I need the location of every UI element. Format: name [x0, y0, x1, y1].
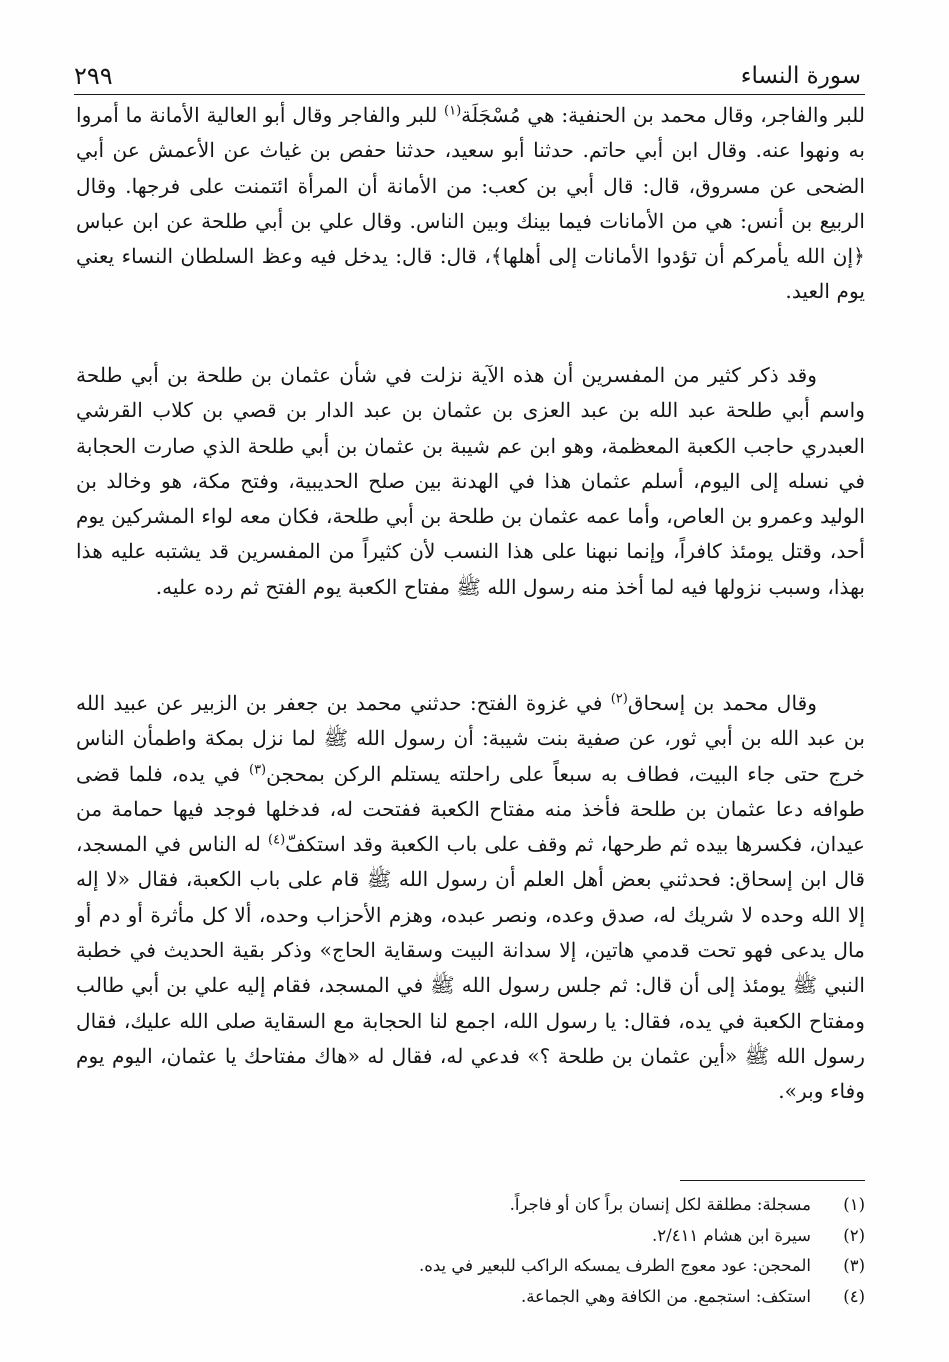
page-header: [74, 56, 861, 90]
footnote-number: (٢): [843, 1225, 865, 1245]
paragraph-3-text-b: في غزوة الفتح: حدثني محمد بن جعفر بن الزبير عن عبيد الله بن عبد الله بن أبي ثور، عن صفية بنت شيبة: أن رسول الله ﷺ لما نزل بمكة واطمأن الناس خرج حتى جاء البيت، فطاف به سبعاً على راحلته يستلم الركن بمحجن: [76, 691, 866, 786]
paragraph-3-text-d: له الناس في المسجد، قال ابن إسحاق: فحدثني بعض أهل العلم أن رسول الله ﷺ قام على باب الكعبة، فقال «لا إله إلا الله وحده لا شريك له، صدق وعده، ونصر عبده، وهزم الأحزاب وحده، ألا كل مأثرة أو دم أو مال يدعى فهو تحت قدمي هاتين، إلا سدانة البيت وسقاية الحاج» وذكر بقية الحديث في خطبة النبي ﷺ يومئذ إلى أن قال: ثم جلس رسول الله ﷺ في المسجد، فقام إليه علي بن أبي طالب ومفتاح الكعبة في يده، فقال: يا رسول الله، اجمع لنا الحجابة مع السقاية صلى الله عليك، فقال رسول الله ﷺ «أين عثمان بن طلحة ؟» فدعي له، فقال له «هاك مفتاحك يا عثمان، اليوم يوم وفاء وبر».: [76, 832, 865, 1104]
paragraph-2-text: وقد ذكر كثير من المفسرين أن هذه الآية نزلت في شأن عثمان بن طلحة بن أبي طلحة واسم أبي طلحة عبد الله بن عبد العزى بن عثمان بن عبد الدار بن قصي بن كلاب القرشي العبدري حاجب الكعبة المعظمة، وهو ابن عم شيبة بن عثمان بن أبي طلحة الذي صارت الحجابة في نسله إلى اليوم، أسلم عثمان هذا في الهدنة بين صلح الحديبية، وفتح مكة، هو وخالد بن الوليد وعمرو بن العاص، وأما عمه عثمان بن طلحة بن أبي طلحة، فكان معه لواء المشركين يوم أحد، وقتل يومئذ كافراً، وإنما نبهنا على هذا النسب لأن كثيراً من المفسرين قد يشتبه عليه هذا بهذا، وسبب نزولها فيه لما أخذ منه رسول الله ﷺ مفتاح الكعبة يوم الفتح ثم رده عليه.: [76, 363, 865, 599]
footnotes: [200, 1190, 865, 1312]
page-number: ٢٩٩: [74, 62, 113, 90]
paragraph-1-text-a: للبر والفاجر، وقال محمد بن الحنفية: هي مُسْجَلَة: [461, 103, 865, 127]
footnote-2: [200, 1221, 865, 1252]
footnote-ref-2: (٢): [610, 691, 628, 707]
footnote-4: [200, 1282, 865, 1313]
footnote-text: استكف: استجمع. من الكافة وهي الجماعة.: [520, 1286, 811, 1306]
footnote-number: (٣): [843, 1256, 865, 1275]
footnote-number: (١): [843, 1195, 865, 1214]
footnote-number: (٤): [843, 1286, 865, 1306]
paragraph-1-text-b: للبر والفاجر وقال أبو العالية الأمانة ما أمروا به ونهوا عنه. وقال ابن أبي حاتم. حدثنا أبو سعيد، حدثنا حفص بن غياث عن الأعمش عن أبي الضحى عن مسروق، قال: قال أبي بن كعب: من الأمانة أن المرأة ائتمنت على فرجها. وقال الربيع بن أنس: هي من الأمانات فيما بينك وبين الناس. وقال علي بن أبي طلحة عن ابن عباس ﴿إن الله يأمركم أن تؤدوا الأمانات إلى أهلها﴾، قال: قال: يدخل فيه وعظ السلطان النساء يعني يوم العيد.: [76, 103, 865, 304]
footnote-ref-4: (٤): [268, 832, 286, 848]
header-rule: [74, 94, 865, 95]
footnote-3: [200, 1251, 865, 1282]
paragraph-3-text-a: وقال محمد بن إسحاق: [627, 691, 817, 715]
paragraph-3: [76, 686, 865, 1110]
footnote-text: مسجلة: مطلقة لكل إنسان براً كان أو فاجراً.: [509, 1195, 811, 1214]
footnote-1: [200, 1190, 865, 1221]
paragraph-2: [76, 358, 865, 605]
footnote-text: سيرة ابن هشام ٢/٤١١.: [652, 1225, 811, 1245]
footnote-text: المحجن: عود معوج الطرف يمسكه الراكب للبعير في يده.: [418, 1256, 811, 1275]
paragraph-3-text-c: في يده، فلما قضى طوافه دعا عثمان بن طلحة فأخذ منه مفتاح الكعبة ففتحت له، فدخلها فوجد فيها حمامة من عيدان، فكسرها بيده ثم طرحها، ثم وقف على باب الكعبة وقد استكفّ: [76, 761, 865, 857]
running-title: سورة النساء: [740, 63, 861, 89]
paragraph-1: [76, 98, 865, 310]
footnote-ref-1: (١): [444, 103, 462, 119]
footnote-ref-3: (٣): [248, 761, 267, 777]
footnote-separator: [680, 1180, 865, 1181]
